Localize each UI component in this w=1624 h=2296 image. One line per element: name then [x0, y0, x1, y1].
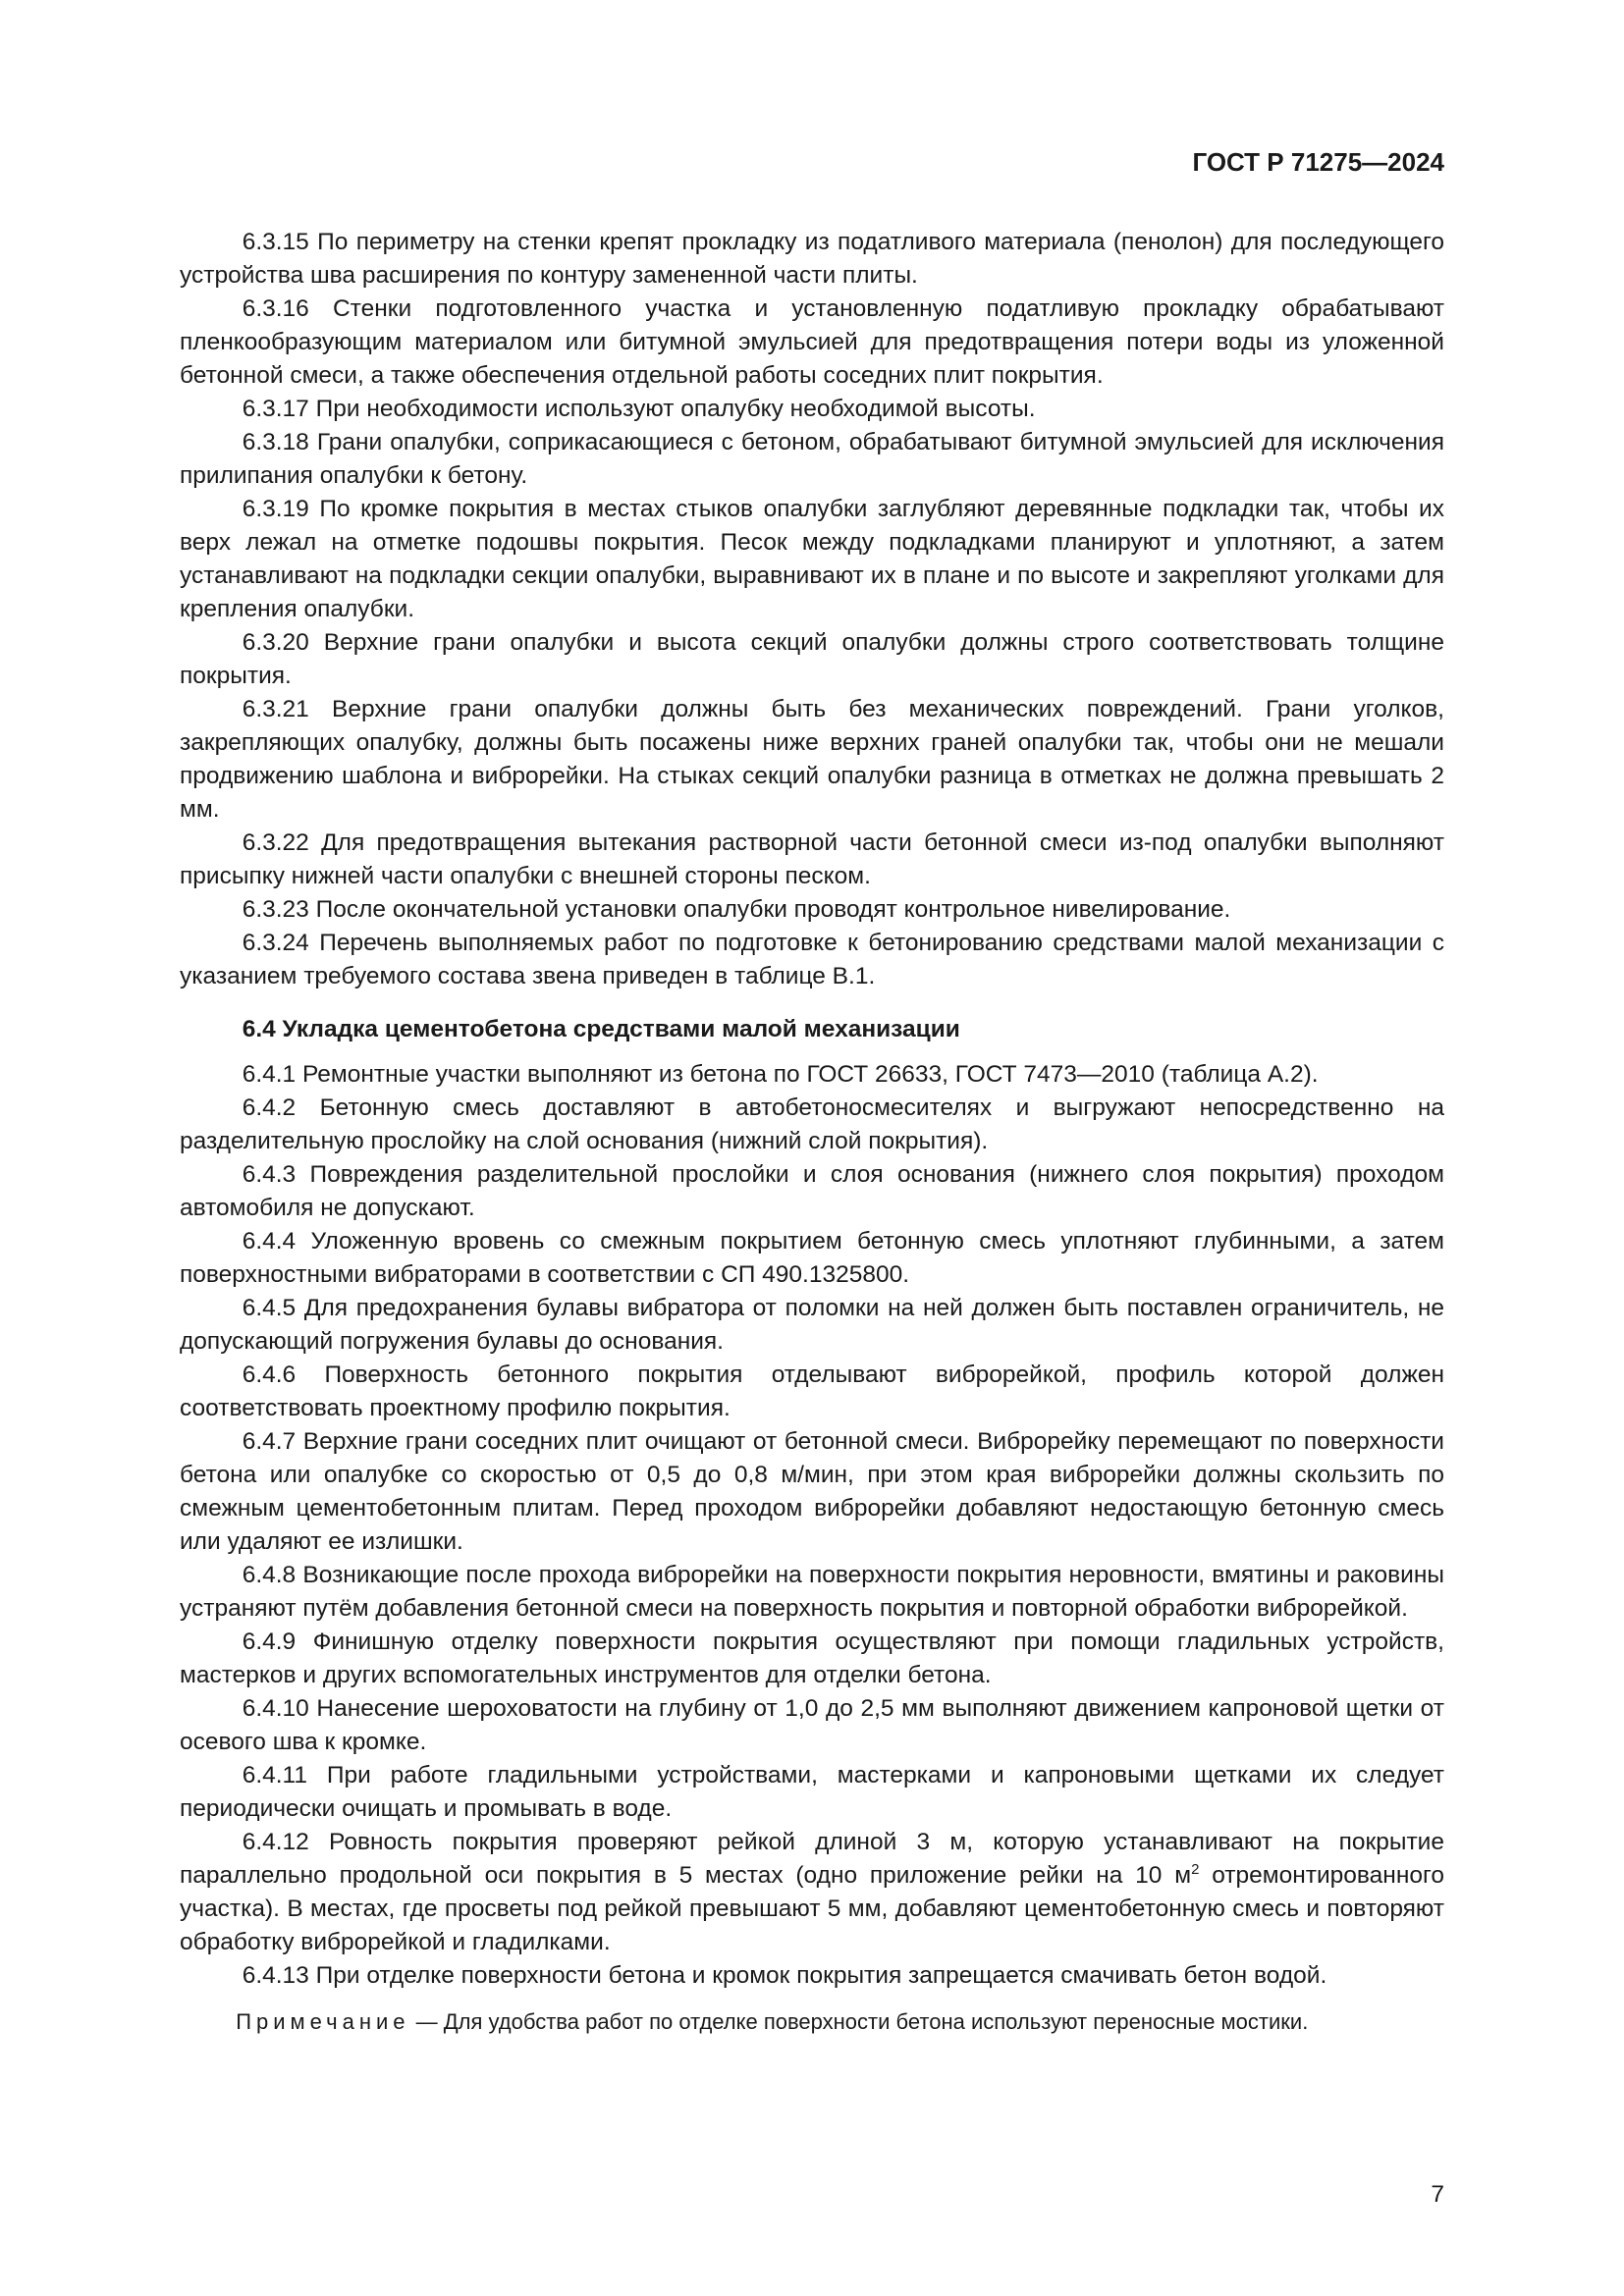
paragraph-6-3-22: 6.3.22 Для предотвращения вытекания растворной части бетонной смеси из-под опалубки выполняют присыпку нижней части опалубки с внешней стороны песком. [180, 829, 1444, 889]
paragraph-6-3-23: 6.3.23 После окончательной установки опалубки проводят контрольное нивелирование. [242, 896, 1231, 923]
document-body [180, 226, 1444, 2038]
section-title-6-4: 6.4 Укладка цементобетона средствами малой механизации [242, 1016, 960, 1042]
paragraph-6-3-20: 6.3.20 Верхние грани опалубки и высота секций опалубки должны строго соответствовать толщине покрытия. [180, 629, 1444, 689]
note-text: — Для удобства работ по отделке поверхности бетона используют переносные мостики. [409, 2009, 1309, 2034]
paragraph-6-4-10: 6.4.10 Нанесение шероховатости на глубину от 1,0 до 2,5 мм выполняют движением капроновой щетки от осевого шва к кромке. [180, 1695, 1444, 1755]
paragraph-6-3-19: 6.3.19 По кромке покрытия в местах стыков опалубки заглубляют деревянные подкладки так, чтобы их верх лежал на отметке подошвы покрытия. Песок между подкладками планируют и уплотняют, а затем устанавливают на подкладки секции опалубки, выравнивают их в плане и по высоте и закрепляют уголками для крепления опалубки. [180, 496, 1444, 622]
paragraph-6-4-6: 6.4.6 Поверхность бетонного покрытия отделывают виброрейкой, профиль которой должен соответствовать проектному профилю покрытия. [180, 1362, 1444, 1421]
paragraph-6-4-12-part-2: отремонтированного участка). В местах, где просветы под рейкой превышают 5 мм, добавляют цементобетонную смесь и повторяют обработку виброрейкой и гладилками. [180, 1862, 1445, 1955]
paragraph-6-4-4: 6.4.4 Уложенную вровень со смежным покрытием бетонную смесь уплотняют глубинными, а затем поверхностными вибраторами в соответствии с СП 490.1325800. [180, 1228, 1444, 1288]
document-header: ГОСТ Р 71275—2024 [1192, 147, 1444, 177]
paragraph-6-3-18: 6.3.18 Грани опалубки, соприкасающиеся с бетоном, обрабатывают битумной эмульсией для исключения прилипания опалубки к бетону. [180, 429, 1444, 489]
paragraph-6-3-21: 6.3.21 Верхние грани опалубки должны быть без механических повреждений. Грани уголков, закрепляющих опалубку, должны быть посажены ниже верхних граней опалубки так, чтобы они не мешали продвижению шаблона и виброрейки. На стыках секций опалубки разница в отметках не должна превышать 2 мм. [180, 696, 1444, 823]
paragraph-6-4-7: 6.4.7 Верхние грани соседних плит очищают от бетонной смеси. Виброрейку перемещают по поверхности бетона или опалубке со скоростью от 0,5 до 0,8 м/мин, при этом края виброрейки должны скользить по смежным цементобетонным плитам. Перед проходом виброрейки добавляют недостающую бетонную смесь или удаляют ее излишки. [180, 1428, 1444, 1555]
note-label: Примечание [236, 2009, 410, 2034]
note [180, 2006, 1444, 2038]
paragraph-6-4-12 [180, 1826, 1444, 1959]
paragraph-6-4-1: 6.4.1 Ремонтные участки выполняют из бетона по ГОСТ 26633, ГОСТ 7473—2010 (таблица А.2). [242, 1061, 1319, 1088]
paragraph-6-4-3: 6.4.3 Повреждения разделительной прослойки и слоя основания (нижнего слоя покрытия) проходом автомобиля не допускают. [180, 1161, 1444, 1221]
paragraph-6-3-24: 6.3.24 Перечень выполняемых работ по подготовке к бетонированию средствами малой механизации с указанием требуемого состава звена приведен в таблице В.1. [180, 930, 1444, 989]
paragraph-6-4-5: 6.4.5 Для предохранения булавы вибратора от поломки на ней должен быть поставлен ограничитель, не допускающий погружения булавы до основания. [180, 1295, 1444, 1355]
paragraph-6-4-2: 6.4.2 Бетонную смесь доставляют в автобетоносмесителях и выгружают непосредственно на разделительную прослойку на слой основания (нижний слой покрытия). [180, 1095, 1444, 1154]
paragraph-6-4-9: 6.4.9 Финишную отделку поверхности покрытия осуществляют при помощи гладильных устройств, мастерков и других вспомогательных инструментов для отделки бетона. [180, 1629, 1444, 1688]
superscript-2: 2 [1191, 1860, 1200, 1878]
paragraph-6-3-17: 6.3.17 При необходимости используют опалубку необходимой высоты. [242, 396, 1036, 422]
page-number: 7 [1431, 2181, 1444, 2208]
paragraph-6-4-8: 6.4.8 Возникающие после прохода виброрейки на поверхности покрытия неровности, вмятины и раковины устраняют путём добавления бетонной смеси на поверхность покрытия и повторной обработки виброрейкой. [180, 1562, 1444, 1622]
paragraph-6-4-11: 6.4.11 При работе гладильными устройствами, мастерками и капроновыми щетками их следует периодически очищать и промывать в воде. [180, 1762, 1444, 1822]
paragraph-6-4-12-part-1: 6.4.12 Ровность покрытия проверяют рейкой длиной 3 м, которую устанавливают на покрытие параллельно продольной оси покрытия в 5 местах (одно приложение рейки на 10 м [180, 1829, 1444, 1889]
paragraph-6-3-16: 6.3.16 Стенки подготовленного участка и установленную податливую прокладку обрабатывают пленкообразующим материалом или битумной эмульсией для предотвращения потери воды из уложенной бетонной смеси, а также обеспечения отдельной работы соседних плит покрытия. [180, 295, 1444, 389]
paragraph-6-3-15: 6.3.15 По периметру на стенки крепят прокладку из податливого материала (пенолон) для последующего устройства шва расширения по контуру замененной части плиты. [180, 229, 1444, 289]
paragraph-6-4-13: 6.4.13 При отделке поверхности бетона и кромок покрытия запрещается смачивать бетон водой. [242, 1962, 1327, 1989]
